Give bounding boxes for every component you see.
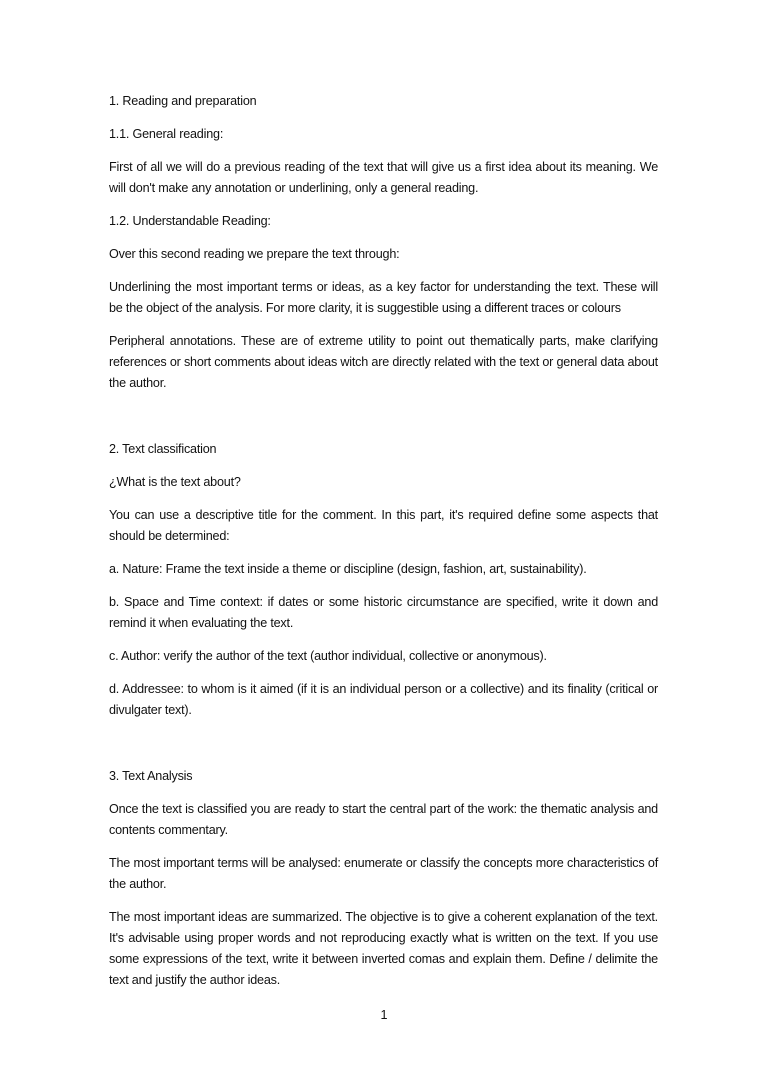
item-addressee: d. Addressee: to whom is it aimed (if it is an individual person or a collective) and its finality (critical or divulgater text). xyxy=(109,682,658,717)
text-question: ¿What is the text about? xyxy=(109,475,241,489)
analysis-paragraph-2: The most important terms will be analysed: enumerate or classify the concepts more characteristics of the author. xyxy=(109,856,658,891)
item-space-time: b. Space and Time context: if dates or some historic circumstance are specified, write it down and remind it when evaluating the text. xyxy=(109,595,658,630)
section-2-heading: 2. Text classification xyxy=(109,442,217,456)
annotations-paragraph: Peripheral annotations. These are of extreme utility to point out thematically parts, make clarifying references or short comments about ideas witch are directly related with the text or general data about the author. xyxy=(109,334,658,390)
analysis-paragraph-1: Once the text is classified you are ready to start the central part of the work: the thematic analysis and contents commentary. xyxy=(109,802,658,837)
section-3-heading: 3. Text Analysis xyxy=(109,769,193,783)
understandable-reading-intro: Over this second reading we prepare the text through: xyxy=(109,247,400,261)
classification-intro-paragraph: You can use a descriptive title for the comment. In this part, it's required define some aspects that should be determined: xyxy=(109,508,658,543)
page-number: 1 xyxy=(380,1008,388,1022)
underlining-paragraph: Underlining the most important terms or ideas, as a key factor for understanding the text. These will be the object of the analysis. For more clarity, it is suggestible using a different traces or colours xyxy=(109,280,658,315)
subsection-1-2-heading: 1.2. Understandable Reading: xyxy=(109,214,271,228)
item-nature: a. Nature: Frame the text inside a theme or discipline (design, fashion, art, sustainability). xyxy=(109,562,587,576)
general-reading-paragraph: First of all we will do a previous reading of the text that will give us a first idea about its meaning. We will don't make any annotation or underlining, only a general reading. xyxy=(109,160,658,195)
section-spacer xyxy=(109,733,658,766)
subsection-1-1-heading: 1.1. General reading: xyxy=(109,127,224,141)
analysis-paragraph-3: The most important ideas are summarized. The objective is to give a coherent explanation of the text. It's advisable using proper words and not reproducing exactly what is written on the text. If you use some expressions of the text, write it between inverted comas and explain them. Define / delimite the text and justify the author ideas. xyxy=(109,910,658,987)
page-body xyxy=(109,91,658,1003)
section-spacer xyxy=(109,406,658,439)
section-1-heading: 1. Reading and preparation xyxy=(109,94,257,108)
item-author: c. Author: verify the author of the text (author individual, collective or anonymous). xyxy=(109,649,547,663)
